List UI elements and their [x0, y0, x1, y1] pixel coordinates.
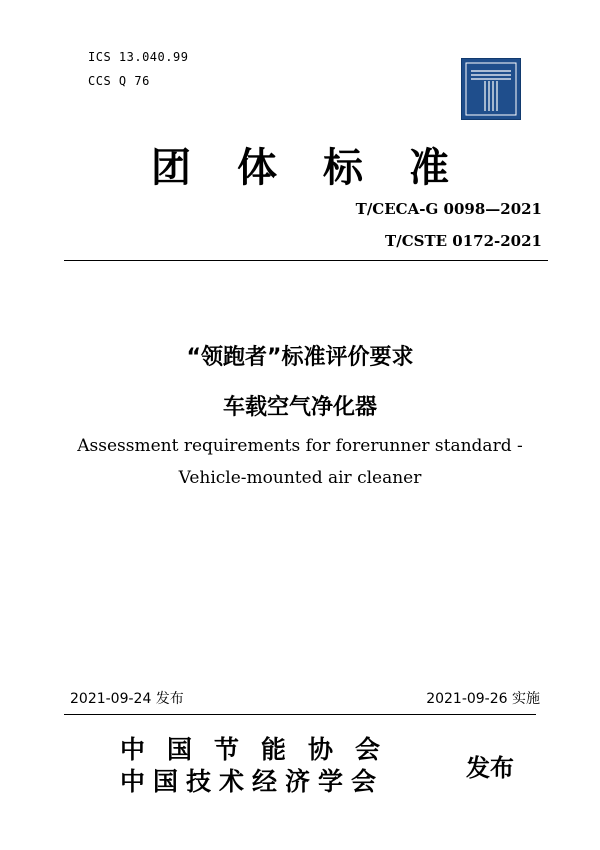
top-divider	[64, 260, 548, 261]
title-char: 团	[151, 144, 191, 191]
implementation-date: 2021-09-26 实施	[426, 691, 540, 707]
standard-code-cste: T/CSTE 0172-2021	[385, 232, 542, 250]
english-title-line2: Vehicle-mounted air cleaner	[178, 468, 422, 488]
title-char: 准	[409, 144, 449, 191]
ccs-code: CCS Q 76	[88, 74, 150, 88]
ics-code: ICS 13.040.99	[88, 50, 189, 64]
publisher-org2: 中国技术经济学会	[120, 767, 385, 796]
chinese-title-line1: “领跑者”标准评价要求	[186, 345, 414, 370]
standard-code-ceca: T/CECA-G 0098—2021	[355, 200, 542, 218]
publisher-org1: 中国节能协会	[120, 735, 403, 764]
chinese-title-line2: 车载空气净化器	[222, 395, 377, 420]
publish-date: 2021-09-24 发布	[70, 691, 184, 707]
issue-label: 发布	[466, 753, 514, 782]
title-char: 标	[323, 144, 363, 191]
document-category-title	[0, 136, 600, 193]
bottom-divider	[64, 714, 536, 715]
organization-logo-icon	[461, 58, 521, 120]
english-title-line1: Assessment requirements for forerunner standard -	[77, 436, 523, 456]
title-char: 体	[237, 144, 277, 191]
